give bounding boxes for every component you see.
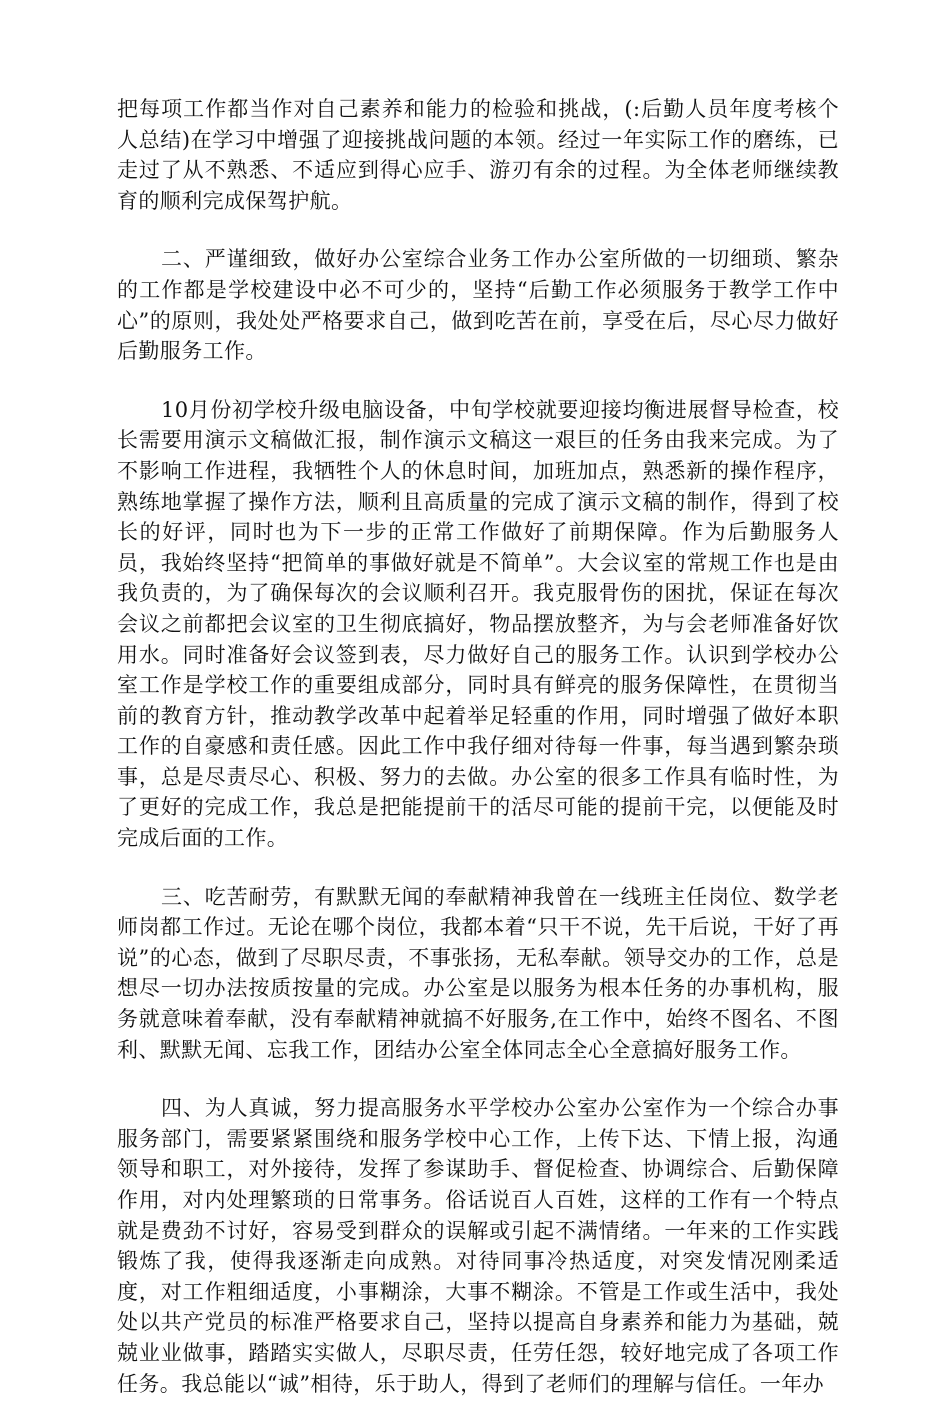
paragraph-section-two: 二、严谨细致，做好办公室综合业务工作办公室所做的一切细琐、繁杂的工作都是学校建设中必不可少的，坚持“后勤工作必须服务于教学工作中心”的原则，我处处严格要求自己，做到吃苦在前，享受在后，尽心尽力做好后勤服务工作。 <box>117 247 839 364</box>
paragraph-section-four: 四、为人真诚，努力提高服务水平学校办公室办公室作为一个综合办事服务部门，需要紧紧围绕和服务学校中心工作，上传下达、下情上报，沟通领导和职工，对外接待，发挥了参谋助手、督促检查、协调综合、后勤保障作用，对内处理繁琐的日常事务。俗话说百人百姓，这样的工作有一个特点就是费劲不讨好，容易受到群众的误解或引起不满情绪。一年来的工作实践锻炼了我，使得我逐渐走向成熟。对待同事冷热适度，对突发情况刚柔适度，对工作粗细适度，小事糊涂，大事不糊涂。不管是工作或生活中，我处处以共产党员的标准严格要求自己，坚持以提高自身素养和能力为基础，兢兢业业做事，踏踏实实做人，尽职尽责，任劳任怨，较好地完成了各项工作任务。我总能以“诚”相待，乐于助人，得到了老师们的理解与信任。一年办 <box>117 1096 839 1396</box>
document-body <box>117 94 839 1427</box>
paragraph-continuation: 把每项工作都当作对自己素养和能力的检验和挑战，(:后勤人员年度考核个人总结)在学习中增强了迎接挑战问题的本领。经过一年实际工作的磨练，已走过了从不熟悉、不适应到得心应手、游刃有余的过程。为全体老师继续教育的顺利完成保驾护航。 <box>117 97 839 213</box>
paragraph-october-work: 10月份初学校升级电脑设备，中旬学校就要迎接均衡进展督导检查，校长需要用演示文稿做汇报，制作演示文稿这一艰巨的任务由我来完成。为了不影响工作进程，我牺牲个人的休息时间，加班加点，熟悉新的操作程序，熟练地掌握了操作方法，顺利且高质量的完成了演示文稿的制作，得到了校长的好评，同时也为下一步的正常工作做好了前期保障。作为后勤服务人员，我始终坚持“把简单的事做好就是不简单”。大会议室的常规工作也是由我负责的，为了确保每次的会议顺利召开。我克服骨伤的困扰，保证在每次会议之前都把会议室的卫生彻底搞好，物品摆放整齐，为与会老师准备好饮用水。同时准备好会议签到表，尽力做好自己的服务工作。认识到学校办公室工作是学校工作的重要组成部分，同时具有鲜亮的服务保障性，在贯彻当前的教育方针，推动教学改革中起着举足轻重的作用，同时增强了做好本职工作的自豪感和责任感。因此工作中我仔细对待每一件事，每当遇到繁杂琐事，总是尽责尽心、积极、努力的去做。办公室的很多工作具有临时性，为了更好的完成工作，我总是把能提前干的活尽可能的提前干完，以便能及时完成后面的工作。 <box>117 397 839 851</box>
paragraph-section-three: 三、吃苦耐劳，有默默无闻的奉献精神我曾在一线班主任岗位、数学老师岗都工作过。无论在哪个岗位，我都本着“只干不说，先干后说，干好了再说”的心态，做到了尽职尽责，不事张扬，无私奉献。领导交办的工作，总是想尽一切办法按质按量的完成。办公室是以服务为根本任务的办事机构，服务就意味着奉献，没有奉献精神就搞不好服务,在工作中，始终不图名、不图利、默默无闻、忘我工作，团结办公室全体同志全心全意搞好服务工作。 <box>117 884 839 1062</box>
